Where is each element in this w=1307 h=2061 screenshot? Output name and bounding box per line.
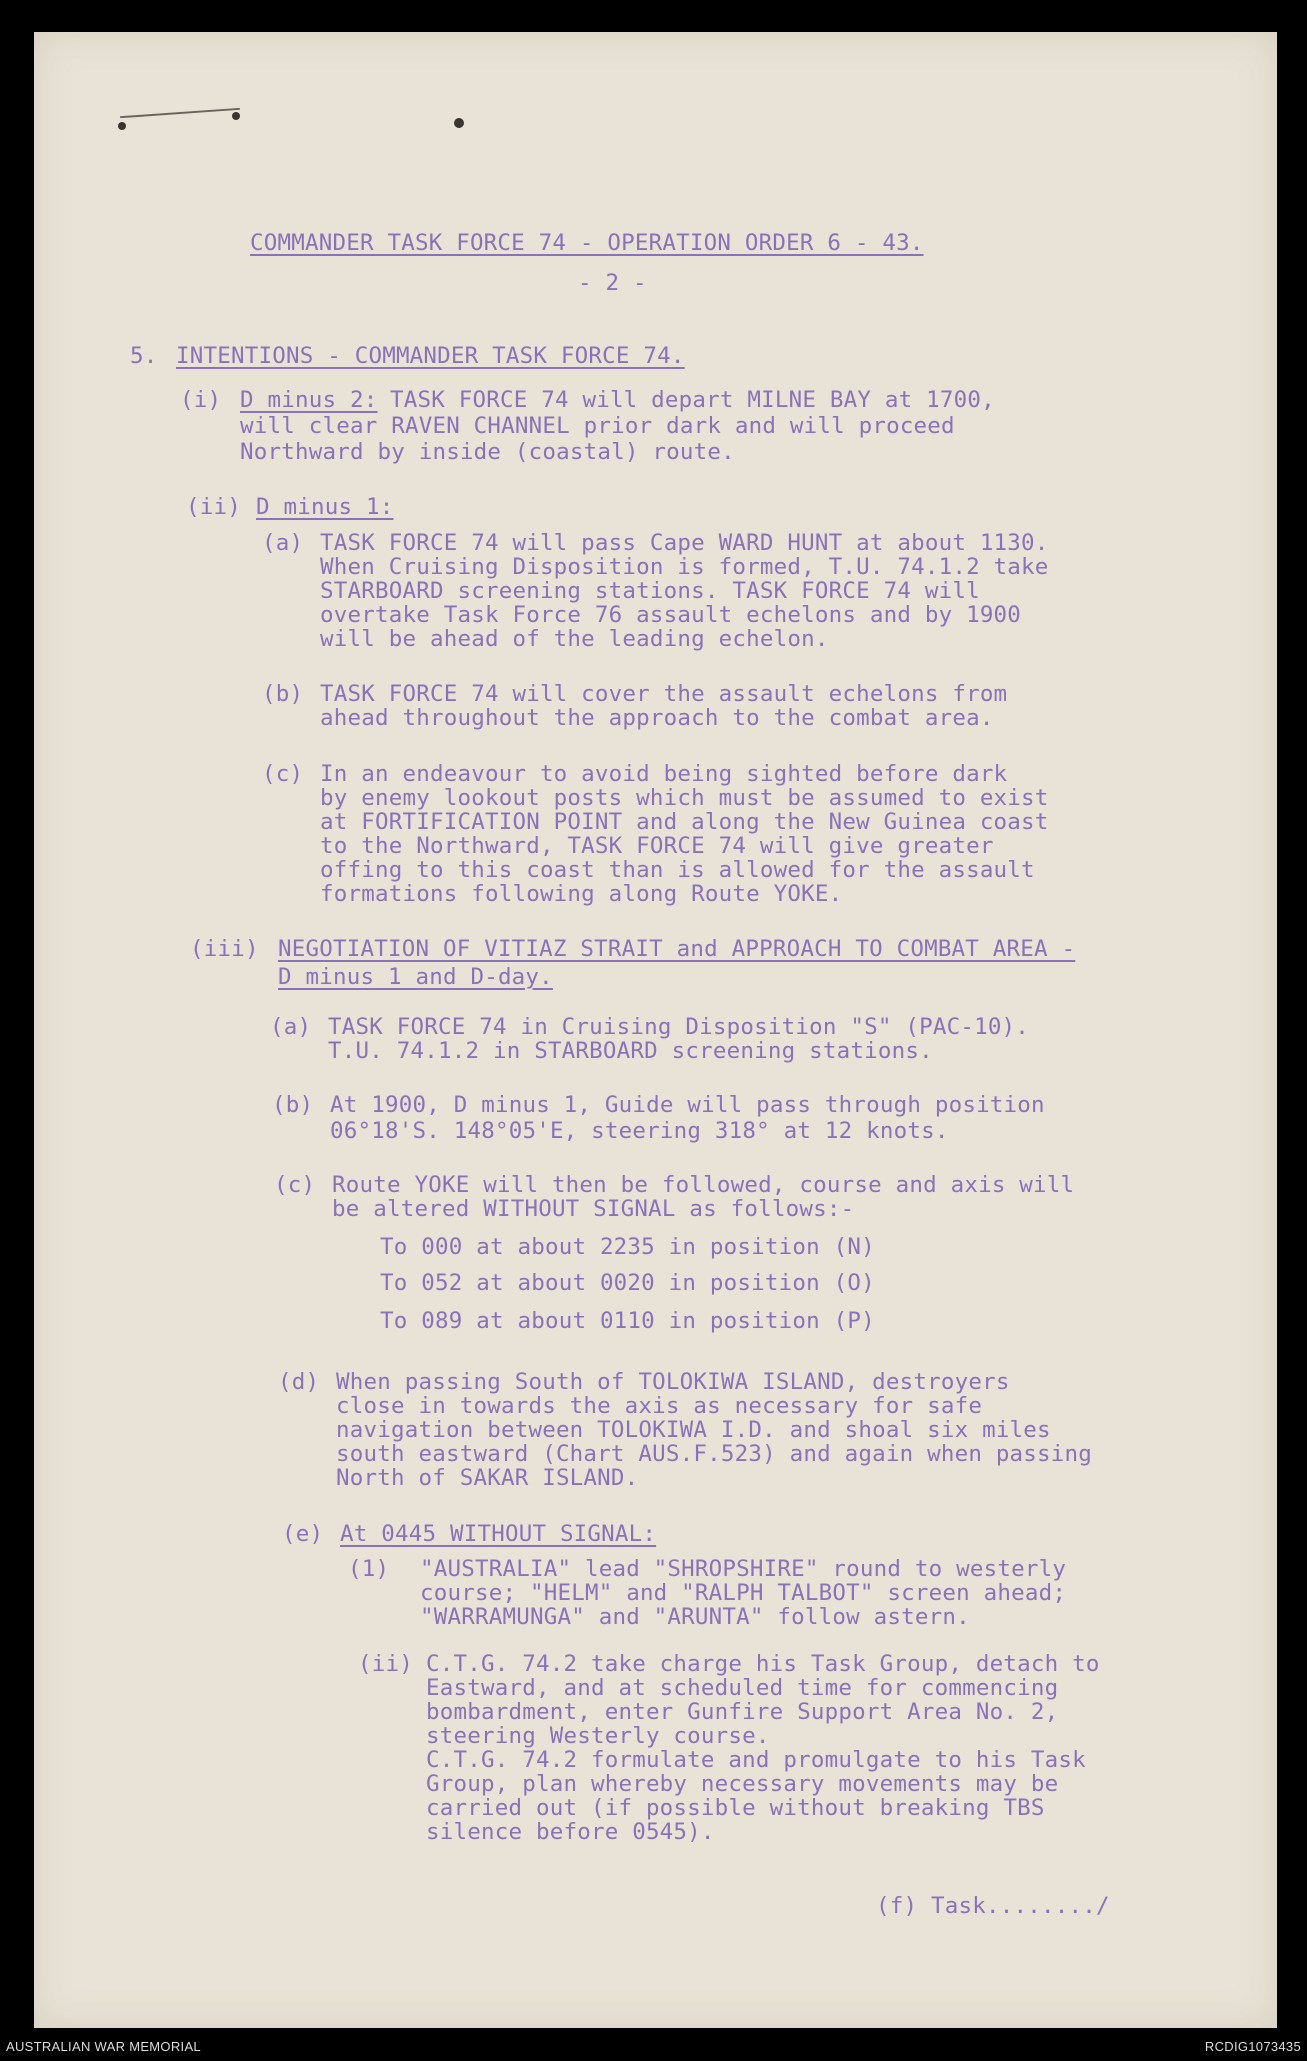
para-heading: D minus 1 and D-day. — [278, 964, 553, 990]
item-text: carried out (if possible without breaking TBS — [426, 1795, 1045, 1821]
subpara-text: 06°18'S. 148°05'E, steering 318° at 12 knots. — [330, 1118, 949, 1144]
subpara-heading: At 0445 WITHOUT SIGNAL: — [340, 1521, 657, 1547]
route-row: To 089 at about 0110 in position (P) — [380, 1308, 875, 1334]
section-number: 5. — [130, 343, 158, 369]
route-row: To 052 at about 0020 in position (O) — [380, 1270, 875, 1296]
para-number: (iii) — [190, 936, 259, 962]
section-heading: INTENTIONS - COMMANDER TASK FORCE 74. — [176, 343, 685, 369]
footer-record-id: RCDIG1073435 — [1204, 2039, 1301, 2054]
subpara-text: at FORTIFICATION POINT and along the New Guinea coast — [320, 809, 1049, 835]
item-number: (1) — [348, 1556, 390, 1582]
item-text: "WARRAMUNGA" and "ARUNTA" follow astern. — [420, 1604, 970, 1630]
subpara-number: (e) — [282, 1521, 324, 1547]
page-number: - 2 - — [578, 270, 647, 296]
subpara-number: (c) — [274, 1172, 316, 1198]
para-heading: D minus 1: — [256, 494, 394, 520]
continuation-note: (f) Task......../ — [876, 1893, 1110, 1919]
subpara-text: formations following along Route YOKE. — [320, 881, 843, 907]
item-text: course; "HELM" and "RALPH TALBOT" screen ahead; — [420, 1580, 1067, 1606]
staple-hole — [232, 112, 240, 120]
subpara-text: to the Northward, TASK FORCE 74 will give greater — [320, 833, 994, 859]
para-text: TASK FORCE 74 will depart MILNE BAY at 1700, — [390, 387, 995, 413]
item-text: silence before 0545). — [426, 1819, 715, 1845]
item-text: Eastward, and at scheduled time for commencing — [426, 1675, 1059, 1701]
subpara-text: TASK FORCE 74 will cover the assault echelons from — [320, 681, 1008, 707]
subpara-number: (d) — [278, 1369, 320, 1395]
item-text: Group, plan whereby necessary movements may be — [426, 1771, 1059, 1797]
para-text: Northward by inside (coastal) route. — [240, 439, 735, 465]
subpara-text: by enemy lookout posts which must be assumed to exist — [320, 785, 1049, 811]
subpara-number: (a) — [262, 530, 304, 556]
subpara-text: navigation between TOLOKIWA I.D. and shoal six miles — [336, 1417, 1051, 1443]
item-text: C.T.G. 74.2 formulate and promulgate to his Task — [426, 1747, 1086, 1773]
subpara-number: (a) — [270, 1014, 312, 1040]
punch-hole — [454, 118, 464, 128]
subpara-number: (b) — [272, 1092, 314, 1118]
staple-hole — [118, 122, 126, 130]
document-title: COMMANDER TASK FORCE 74 - OPERATION ORDER 6 - 43. — [250, 230, 924, 256]
para-number: (i) — [180, 387, 222, 413]
subpara-number: (c) — [262, 761, 304, 787]
item-text: C.T.G. 74.2 take charge his Task Group, detach to — [426, 1651, 1100, 1677]
para-heading: NEGOTIATION OF VITIAZ STRAIT and APPROACH TO COMBAT AREA - — [278, 936, 1076, 962]
para-heading: D minus 2: — [240, 387, 378, 413]
subpara-text: STARBOARD screening stations. TASK FORCE 74 will — [320, 578, 980, 604]
subpara-text: overtake Task Force 76 assault echelons and by 1900 — [320, 602, 1022, 628]
para-number: (ii) — [186, 494, 241, 520]
subpara-text: T.U. 74.1.2 in STARBOARD screening stations. — [328, 1038, 933, 1064]
subpara-text: offing to this coast than is allowed for the assault — [320, 857, 1035, 883]
subpara-number: (b) — [262, 681, 304, 707]
subpara-text: In an endeavour to avoid being sighted before dark — [320, 761, 1008, 787]
subpara-text: North of SAKAR ISLAND. — [336, 1465, 639, 1491]
footer-archive-name: AUSTRALIAN WAR MEMORIAL — [6, 2039, 201, 2054]
item-number: (ii) — [358, 1651, 413, 1677]
subpara-text: When Cruising Disposition is formed, T.U. 74.1.2 take — [320, 554, 1049, 580]
staple-mark — [120, 108, 240, 118]
subpara-text: be altered WITHOUT SIGNAL as follows:- — [332, 1196, 855, 1222]
item-text: "AUSTRALIA" lead "SHROPSHIRE" round to westerly — [420, 1556, 1067, 1582]
subpara-text: When passing South of TOLOKIWA ISLAND, destroyers — [336, 1369, 1010, 1395]
subpara-text: ahead throughout the approach to the combat area. — [320, 705, 994, 731]
item-text: steering Westerly course. — [426, 1723, 770, 1749]
subpara-text: TASK FORCE 74 will pass Cape WARD HUNT at about 1130. — [320, 530, 1049, 556]
subpara-text: At 1900, D minus 1, Guide will pass through position — [330, 1092, 1045, 1118]
route-row: To 000 at about 2235 in position (N) — [380, 1234, 875, 1260]
subpara-text: Route YOKE will then be followed, course and axis will — [332, 1172, 1075, 1198]
item-text: bombardment, enter Gunfire Support Area No. 2, — [426, 1699, 1059, 1725]
subpara-text: TASK FORCE 74 in Cruising Disposition "S" (PAC-10). — [328, 1014, 1030, 1040]
subpara-text: will be ahead of the leading echelon. — [320, 626, 829, 652]
para-text: will clear RAVEN CHANNEL prior dark and will proceed — [240, 413, 955, 439]
subpara-text: close in towards the axis as necessary for safe — [336, 1393, 983, 1419]
subpara-text: south eastward (Chart AUS.F.523) and again when passing — [336, 1441, 1093, 1467]
